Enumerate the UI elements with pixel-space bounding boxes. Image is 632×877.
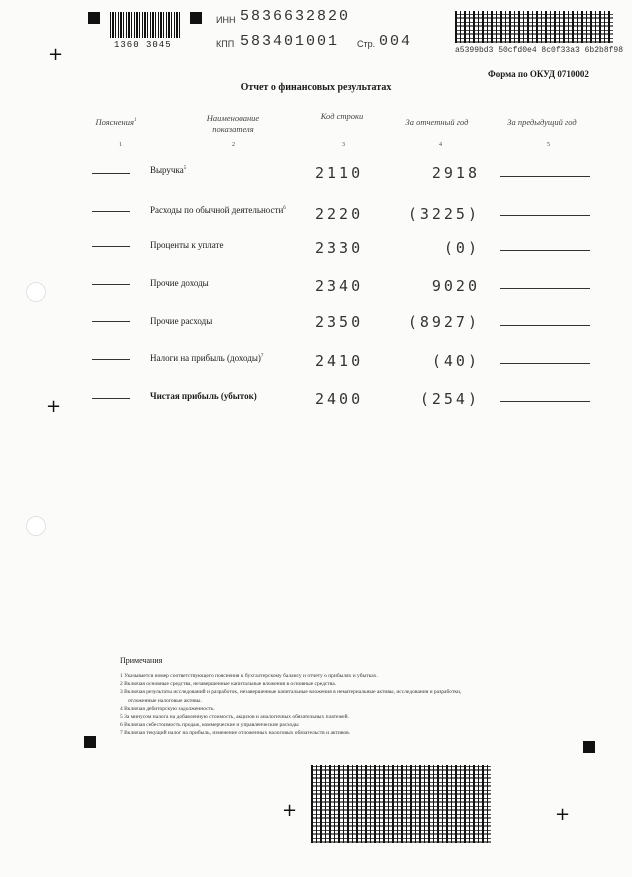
- row-name: Чистая прибыль (убыток): [150, 391, 257, 401]
- column-header-name: Наименование показателя: [206, 113, 260, 134]
- note-item: 2 Включая основные средства, незавершенные капитальные вложения в основные средства.: [120, 681, 337, 688]
- 2d-barcode-bottom: [311, 765, 491, 843]
- previous-year-blank: [500, 288, 590, 289]
- row-name: Прочие расходы: [150, 316, 213, 326]
- row-code: 2410: [315, 352, 364, 370]
- column-header-current: За отчетный год: [405, 117, 469, 127]
- column-header-code: Код строки: [320, 111, 364, 121]
- punch-hole: [26, 282, 46, 302]
- row-name: Выручка$^5$: [150, 165, 187, 175]
- kpp-label: КПП: [216, 39, 235, 49]
- column-header-notes: Пояснения$^1$: [95, 116, 137, 127]
- previous-year-blank: [500, 363, 590, 364]
- crosshair-mark: +: [555, 804, 571, 825]
- inn-label: ИНН: [216, 15, 236, 25]
- 2d-barcode-top: [455, 11, 613, 43]
- row-name: Прочие доходы: [150, 278, 209, 288]
- row-name: Налоги на прибыль (доходы)$^7$: [150, 353, 264, 363]
- form-code: Форма по ОКУД 0710002: [488, 69, 589, 79]
- column-number: 5: [547, 142, 550, 148]
- notes-list: [120, 672, 560, 738]
- corner-marker: [88, 12, 100, 24]
- explanation-blank: [92, 173, 130, 174]
- explanation-blank: [92, 359, 130, 360]
- row-code: 2330: [315, 239, 364, 257]
- row-current-value: 2918: [431, 164, 480, 182]
- inn-value: 5836632820: [240, 8, 351, 25]
- row-code: 2220: [315, 205, 364, 223]
- barcode-number: 1360 3045: [114, 40, 172, 50]
- column-number: 4: [439, 142, 442, 148]
- kpp-value: 583401001: [240, 33, 340, 50]
- note-item: 3 Включая результаты исследований и разработок, незавершенные капитальные вложения в нематериальные активы, исследования и разработки,: [120, 689, 462, 696]
- row-name: Расходы по обычной деятельности$^6$: [150, 205, 286, 215]
- corner-marker: [190, 12, 202, 24]
- row-current-value: (8927): [407, 313, 480, 331]
- crosshair-mark: +: [48, 44, 64, 65]
- linear-barcode: [110, 12, 180, 38]
- explanation-blank: [92, 321, 130, 322]
- note-item: отложенные налоговые активы.: [128, 697, 202, 704]
- explanation-blank: [92, 246, 130, 247]
- explanation-blank: [92, 398, 130, 399]
- note-item: 7 Включая текущий налог на прибыль, изменение отложенных налоговых обязательств и активов.: [120, 730, 351, 737]
- row-current-value: (0): [443, 239, 480, 257]
- note-item: 6 Включая себестоимость продаж, коммерческие и управленческие расходы: [120, 722, 299, 729]
- notes-title: Примечания: [120, 656, 163, 665]
- row-current-value: (40): [431, 352, 480, 370]
- crosshair-mark: +: [46, 396, 62, 417]
- column-number: 2: [232, 142, 235, 148]
- column-number: 1: [119, 142, 122, 148]
- note-item: 4 Включая дебиторскую задолженность.: [120, 705, 215, 712]
- previous-year-blank: [500, 325, 590, 326]
- row-current-value: 9020: [431, 277, 480, 295]
- column-number: 3: [342, 142, 345, 148]
- row-code: 2110: [315, 164, 364, 182]
- hash-text: a5399bd3 50cfd0e4 8c0f33a3 6b2b8f98: [455, 46, 624, 55]
- note-item: 5 За минусом налога на добавленную стоимость, акцизов и аналогичных обязательных платежей.: [120, 714, 349, 721]
- crosshair-mark: +: [282, 800, 298, 821]
- corner-marker: [583, 741, 595, 753]
- row-current-value: (254): [419, 390, 480, 408]
- previous-year-blank: [500, 215, 590, 216]
- column-header-previous: За предыдущий год: [507, 117, 577, 127]
- punch-hole: [26, 516, 46, 536]
- previous-year-blank: [500, 401, 590, 402]
- row-code: 2350: [315, 313, 364, 331]
- row-code: 2400: [315, 390, 364, 408]
- previous-year-blank: [500, 176, 590, 177]
- note-item: 1 Указывается номер соответствующего пояснения к бухгалтерскому балансу и отчету о прибылях и убытках.: [120, 673, 378, 679]
- corner-marker: [84, 736, 96, 748]
- page-label: Стр.: [357, 39, 376, 49]
- row-code: 2340: [315, 277, 364, 295]
- row-name: Проценты к уплате: [150, 240, 224, 250]
- previous-year-blank: [500, 250, 590, 251]
- page-value: 004: [379, 33, 413, 50]
- explanation-blank: [92, 211, 130, 212]
- explanation-blank: [92, 284, 130, 285]
- row-current-value: (3225): [407, 205, 480, 223]
- page-title: Отчет о финансовых результатах: [240, 82, 392, 93]
